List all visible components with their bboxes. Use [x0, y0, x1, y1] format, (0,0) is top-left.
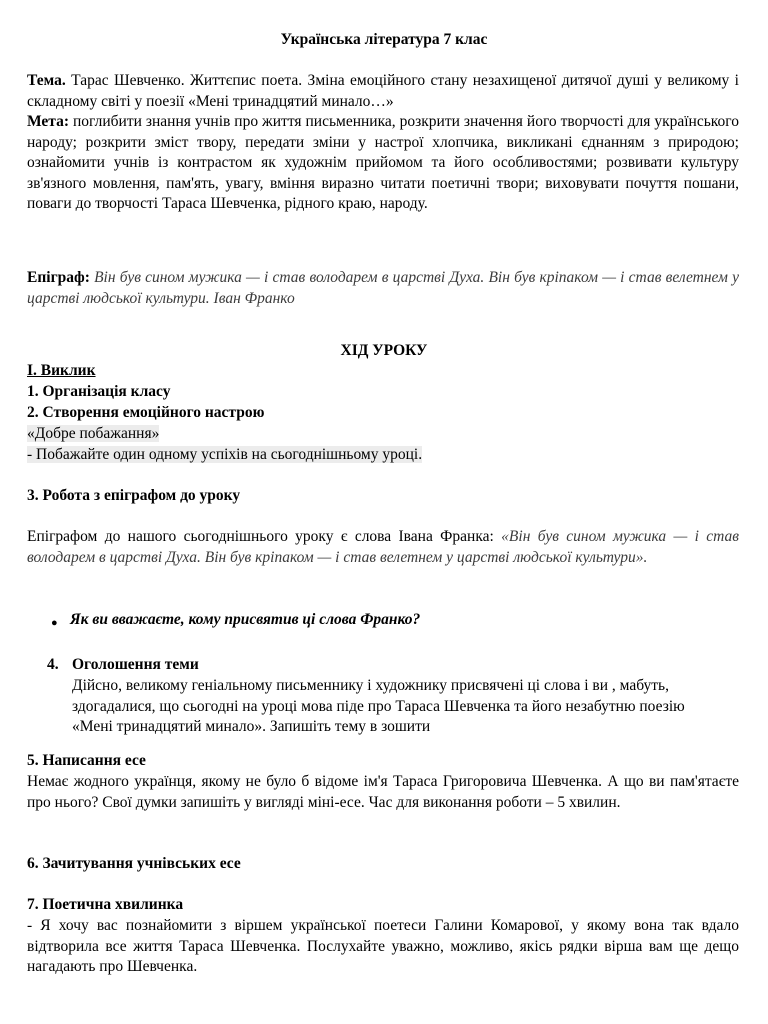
section-4-number: 4.: [47, 656, 59, 673]
section-1-heading: І. Виклик: [27, 362, 96, 379]
section-3-heading: 3. Робота з епіграфом до уроку: [27, 487, 241, 504]
goal-paragraph: [27, 112, 739, 215]
goal-label: Мета:: [27, 113, 70, 130]
wish-text-content: - Побажайте один одному успіхів на сьогоднішньому уроці.: [27, 446, 423, 463]
section-3-quote: «Він був сином мужика — і став володарем в царстві Духа. Він був кріпаком — і став велетнем у царстві людської культури».: [27, 528, 740, 566]
section-3-paragraph: [27, 527, 739, 568]
section-1-item-2: 2. Створення емоційного настрою: [27, 404, 265, 421]
epigraph-label: Епіграф:: [27, 269, 90, 286]
wish-title-text: «Добре побажання»: [27, 425, 160, 442]
wish-text: [27, 445, 739, 466]
topic-label: Тема.: [27, 72, 66, 89]
wish-title: [27, 424, 739, 445]
section-1-item-1: 1. Організація класу: [27, 383, 171, 400]
section-5-text: Немає жодного українця, якому не було б відоме ім'я Тараса Григоровича Шевченка. А що ви пам'ятаєте про нього? Свої думки запишіть у вигляді міні-есе. Час для виконання роботи – 5 хвилин.: [27, 773, 739, 811]
document-title: Українська література 7 клас: [280, 31, 488, 48]
topic-text: Тарас Шевченко. Життєпис поета. Зміна емоційного стану незахищеної дитячої душі у великому і складному світі у поезії «Мені тринадцятий минало…»: [27, 72, 739, 110]
lesson-heading: ХІД УРОКУ: [340, 342, 428, 359]
topic-paragraph: [27, 71, 739, 112]
section-5-heading: 5. Написання есе: [27, 752, 146, 769]
epigraph-text: Він був сином мужика — і став володарем в царстві Духа. Він був кріпаком — і став велетнем у царстві людської культури. Іван Франко: [27, 269, 739, 307]
section-7-text: - Я хочу вас познайомити з віршем української поетеси Галини Комарової, у якому вона так вдало відтворила все життя Тараса Шевченка. Послухайте уважно, можливо, якісь рядки вірша вам ще дещо нагадають про Шевченка.: [27, 917, 739, 975]
section-4-heading: Оголошення теми: [72, 656, 199, 673]
goal-text: поглибити знання учнів про життя письменника, розкрити значення його творчості для українського народу; розкрити зміст твору, передати зміни у настрої хлопчика, викликані єднанням з природою; ознайомити учнів із контрастом як художнім прийомом та його особливостями; розвивати культуру зв'язного мовлення, пам'ять, увагу, вміння виразно читати поетичні твори; виховувати почуття пошани, поваги до творчості Тараса Шевченка, рідного краю, народу.: [27, 113, 739, 212]
section-4-text: Дійсно, великому геніальному письменнику і художнику присвячені ці слова і ви , мабуть, здогадалися, що сьогодні на уроці мова піде про Тараса Шевченка та його незабутню поезію «Мені тринадцятий минало». Запишіть тему в зошити: [72, 677, 685, 735]
bullet-question: Як ви вважаєте, кому присвятив ці слова Франко?: [70, 611, 421, 628]
section-7-heading: 7. Поетична хвилинка: [27, 896, 184, 913]
bullet-icon: ●: [51, 617, 58, 629]
epigraph-paragraph: [27, 268, 739, 309]
section-3-intro: Епіграфом до нашого сьогоднішнього уроку є слова Івана Франка:: [27, 528, 494, 545]
section-6-heading: 6. Зачитування учнівських есе: [27, 855, 241, 872]
